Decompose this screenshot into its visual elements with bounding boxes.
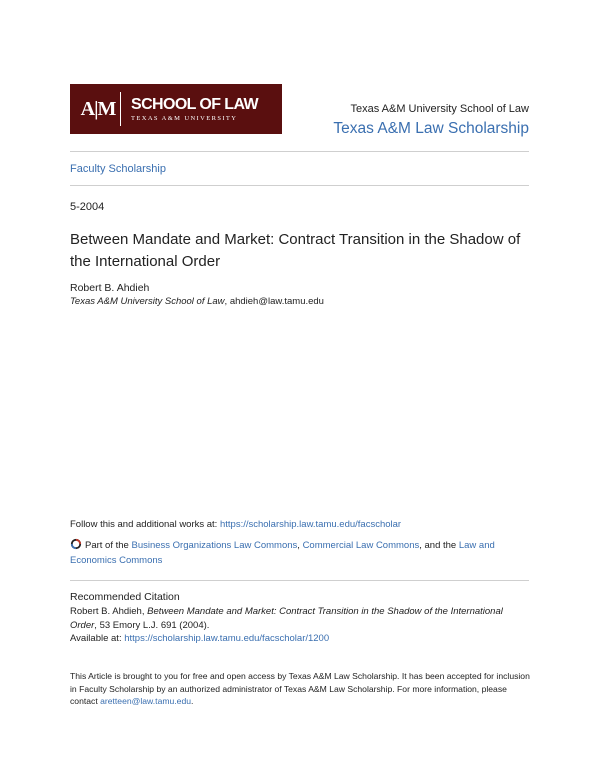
affiliation-name: Texas A&M University School of Law bbox=[70, 296, 225, 307]
follow-link[interactable]: https://scholarship.law.tamu.edu/facscholar bbox=[219, 519, 402, 530]
institution-name: Texas A&M University School of Law bbox=[350, 103, 529, 115]
citation-heading: Recommended Citation bbox=[70, 591, 180, 603]
commons-network-icon bbox=[70, 538, 82, 550]
citation-url[interactable]: https://scholarship.law.tamu.edu/facscholar/1200 bbox=[124, 633, 330, 644]
article-author: Robert B. Ahdieh bbox=[70, 282, 150, 294]
partof-prefix: Part of the bbox=[85, 540, 132, 551]
logo-text bbox=[131, 96, 258, 123]
logo-subtitle: TEXAS A&M UNIVERSITY bbox=[131, 114, 238, 122]
footer-text: This Article is brought to you for free and open access by Texas A&M Law Scholarship. It has been accepted for inclusion in Faculty Scholarship by an authorized administrator of Texas A&M Law Scholarship. For more information, please contact bbox=[70, 671, 530, 706]
author-email: ahdieh@law.tamu.edu bbox=[229, 296, 324, 307]
partof-sep2: , and the bbox=[419, 540, 459, 551]
citation-rest: , 53 Emory L.J. 691 (2004). bbox=[94, 619, 210, 631]
law-economics-link[interactable]: Law and Economics Commons bbox=[70, 540, 495, 566]
commercial-law-link[interactable]: Commercial Law Commons bbox=[302, 540, 420, 551]
citation-body bbox=[70, 605, 530, 646]
publication-date: 5-2004 bbox=[70, 201, 105, 213]
divider bbox=[70, 185, 529, 186]
part-of-commons bbox=[70, 538, 530, 568]
atm-logo-mark: A|M bbox=[80, 97, 116, 120]
logo-separator bbox=[120, 92, 121, 126]
access-statement bbox=[70, 670, 530, 708]
citation-title: Between Mandate and Market: Contract Transition in the Shadow of the International Order bbox=[70, 606, 503, 631]
divider bbox=[70, 580, 529, 581]
article-title: Between Mandate and Market: Contract Transition in the Shadow of the International Order bbox=[70, 231, 521, 270]
follow-line bbox=[70, 519, 401, 530]
collection-link[interactable]: Faculty Scholarship bbox=[70, 163, 166, 175]
contact-email[interactable]: aretteen@law.tamu.edu bbox=[100, 696, 192, 706]
follow-text: Follow this and additional works at: bbox=[70, 519, 220, 530]
author-affiliation: Texas A&M University School of Law, ahdieh@law.tamu.edu bbox=[70, 296, 324, 307]
header-repository bbox=[333, 102, 529, 140]
school-of-law-logo bbox=[70, 84, 282, 134]
footer-end: . bbox=[191, 696, 194, 706]
available-label: Available at: bbox=[70, 633, 125, 644]
repository-link[interactable]: Texas A&M Law Scholarship bbox=[333, 120, 529, 137]
citation-author: Robert B. Ahdieh, bbox=[70, 606, 148, 617]
logo-title: SCHOOL OF LAW bbox=[131, 95, 259, 113]
partof-sep1: , bbox=[297, 540, 303, 551]
divider bbox=[70, 151, 529, 152]
business-organizations-link[interactable]: Business Organizations Law Commons bbox=[131, 540, 298, 551]
